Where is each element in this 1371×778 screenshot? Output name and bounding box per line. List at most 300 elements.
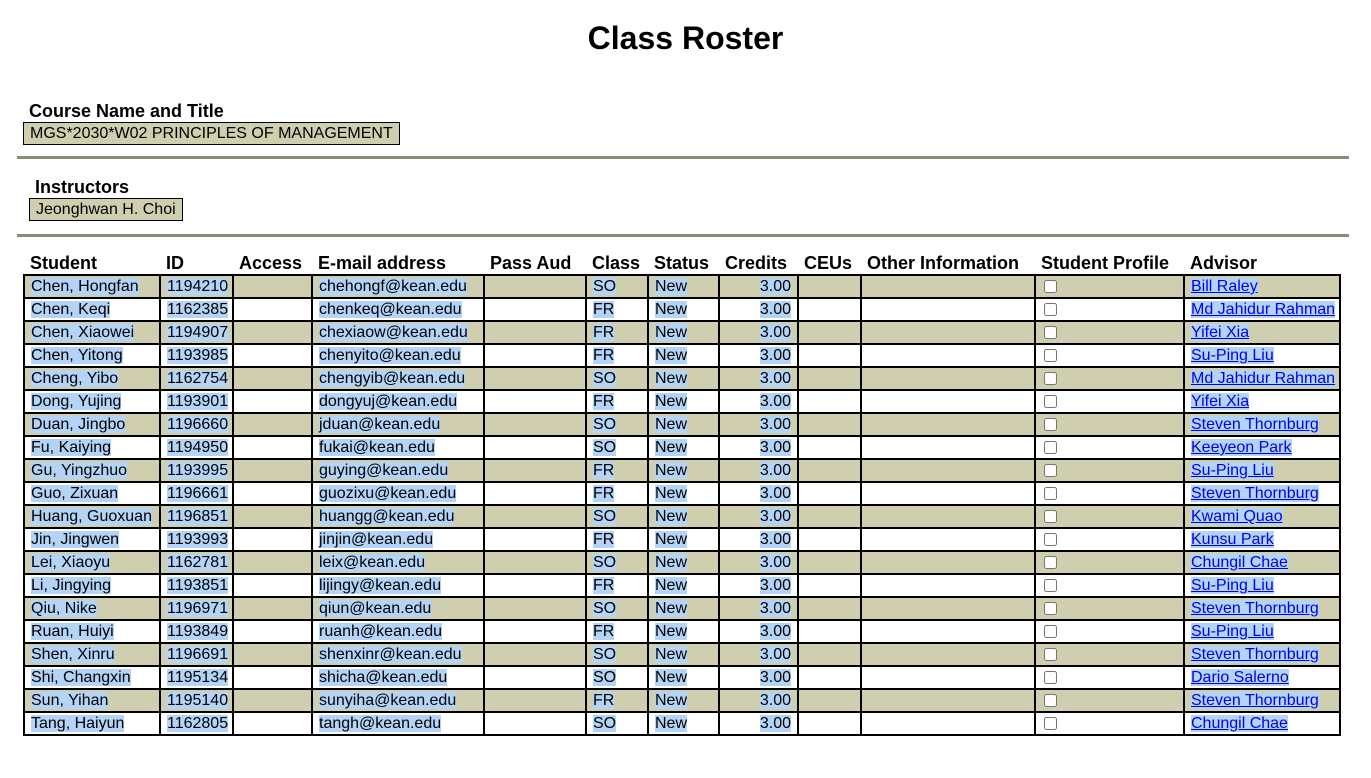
class-cell	[586, 666, 648, 689]
credits-cell-text: 3.00	[759, 301, 791, 318]
class-cell-text: SO	[593, 416, 617, 433]
student-name-cell-text: Shi, Changxin	[31, 669, 131, 686]
email-cell	[312, 666, 484, 689]
advisor-cell	[1184, 367, 1340, 390]
email-cell-text: huangg@kean.edu	[319, 508, 455, 525]
advisor-link[interactable]: Kwami Quao	[1191, 508, 1283, 525]
student-id-cell	[160, 574, 233, 597]
student-name-cell	[24, 528, 160, 551]
other-info-cell	[861, 551, 1035, 574]
email-cell-text: ruanh@kean.edu	[319, 623, 442, 640]
advisor-link[interactable]: Yifei Xia	[1191, 324, 1250, 341]
status-cell	[648, 482, 719, 505]
status-cell	[648, 689, 719, 712]
class-cell	[586, 528, 648, 551]
status-cell-text: New	[655, 485, 688, 502]
access-cell	[233, 390, 312, 413]
credits-cell-text: 3.00	[759, 324, 791, 341]
advisor-link[interactable]: Yifei Xia	[1191, 393, 1250, 410]
status-cell	[648, 344, 719, 367]
table-row	[24, 321, 1340, 344]
student-profile-checkbox[interactable]	[1044, 648, 1057, 661]
status-cell-text: New	[655, 462, 688, 479]
pass-aud-cell	[484, 436, 586, 459]
student-name-cell-text: Gu, Yingzhuo	[31, 462, 128, 479]
other-info-cell	[861, 643, 1035, 666]
student-name-cell-text: Sun, Yihan	[31, 692, 109, 709]
email-cell	[312, 344, 484, 367]
student-profile-cell	[1035, 528, 1184, 551]
student-name-cell	[24, 574, 160, 597]
student-id-cell	[160, 666, 233, 689]
class-cell	[586, 390, 648, 413]
pass-aud-cell	[484, 275, 586, 298]
credits-cell-text: 3.00	[759, 669, 791, 686]
status-cell	[648, 712, 719, 735]
access-cell	[233, 436, 312, 459]
advisor-cell	[1184, 344, 1340, 367]
advisor-link[interactable]: Su-Ping Liu	[1191, 462, 1274, 479]
student-profile-cell	[1035, 436, 1184, 459]
column-header: Student Profile	[1041, 253, 1170, 273]
table-row	[24, 367, 1340, 390]
email-cell-text: lijingy@kean.edu	[319, 577, 442, 594]
credits-cell	[719, 275, 798, 298]
section-divider	[17, 156, 1349, 159]
other-info-cell	[861, 321, 1035, 344]
access-cell	[233, 597, 312, 620]
access-cell	[233, 551, 312, 574]
student-profile-checkbox[interactable]	[1044, 280, 1057, 293]
student-profile-cell	[1035, 551, 1184, 574]
credits-cell-text: 3.00	[759, 485, 791, 502]
access-cell	[233, 620, 312, 643]
student-profile-checkbox[interactable]	[1044, 441, 1057, 454]
advisor-cell	[1184, 689, 1340, 712]
email-cell	[312, 298, 484, 321]
advisor-link[interactable]: Kunsu Park	[1191, 531, 1274, 548]
credits-cell	[719, 344, 798, 367]
advisor-cell	[1184, 712, 1340, 735]
student-name-cell	[24, 689, 160, 712]
ceus-cell	[798, 643, 861, 666]
ceus-cell	[798, 482, 861, 505]
pass-aud-cell	[484, 367, 586, 390]
email-cell	[312, 689, 484, 712]
student-profile-cell	[1035, 459, 1184, 482]
advisor-cell	[1184, 459, 1340, 482]
other-info-cell	[861, 574, 1035, 597]
student-id-cell-text: 1196661	[167, 485, 229, 502]
pass-aud-cell	[484, 321, 586, 344]
student-id-cell	[160, 459, 233, 482]
instructor-value: Jeonghwan H. Choi	[29, 198, 183, 221]
advisor-link[interactable]: Dario Salerno	[1191, 669, 1289, 686]
class-cell-text: FR	[593, 462, 615, 479]
student-id-cell-text: 1162781	[167, 554, 229, 571]
student-id-cell	[160, 436, 233, 459]
student-name-cell-text: Chen, Xiaowei	[31, 324, 135, 341]
other-info-cell	[861, 505, 1035, 528]
class-cell	[586, 413, 648, 436]
ceus-cell	[798, 459, 861, 482]
pass-aud-cell	[484, 413, 586, 436]
other-info-cell	[861, 666, 1035, 689]
class-cell	[586, 689, 648, 712]
student-name-cell	[24, 597, 160, 620]
advisor-link[interactable]: Steven Thornburg	[1191, 646, 1319, 663]
status-cell-text: New	[655, 301, 688, 318]
email-cell	[312, 436, 484, 459]
credits-cell	[719, 390, 798, 413]
ceus-cell	[798, 505, 861, 528]
student-name-cell-text: Duan, Jingbo	[31, 416, 126, 433]
advisor-cell	[1184, 574, 1340, 597]
column-header: Class	[592, 253, 641, 273]
student-id-cell	[160, 597, 233, 620]
student-profile-cell	[1035, 574, 1184, 597]
student-profile-checkbox[interactable]	[1044, 349, 1057, 362]
access-cell	[233, 459, 312, 482]
advisor-cell	[1184, 620, 1340, 643]
table-row	[24, 666, 1340, 689]
student-name-cell-text: Guo, Zixuan	[31, 485, 119, 502]
student-id-cell	[160, 413, 233, 436]
student-profile-checkbox[interactable]	[1044, 372, 1057, 385]
other-info-cell	[861, 390, 1035, 413]
table-row	[24, 390, 1340, 413]
status-cell-text: New	[655, 439, 688, 456]
email-cell	[312, 367, 484, 390]
status-cell-text: New	[655, 623, 688, 640]
credits-cell	[719, 528, 798, 551]
class-cell-text: FR	[593, 485, 615, 502]
advisor-link[interactable]: Steven Thornburg	[1191, 600, 1319, 617]
access-cell	[233, 712, 312, 735]
student-id-cell-text: 1194950	[167, 439, 229, 456]
email-cell-text: guying@kean.edu	[319, 462, 449, 479]
student-id-cell	[160, 712, 233, 735]
status-cell-text: New	[655, 554, 688, 571]
status-cell	[648, 298, 719, 321]
student-name-cell-text: Cheng, Yibo	[31, 370, 119, 387]
email-cell	[312, 505, 484, 528]
column-header: Other Information	[867, 253, 1019, 273]
class-cell-text: SO	[593, 554, 617, 571]
email-cell-text: qiun@kean.edu	[319, 600, 432, 617]
email-cell-text: dongyuj@kean.edu	[319, 393, 458, 410]
student-id-cell	[160, 298, 233, 321]
credits-cell-text: 3.00	[759, 393, 791, 410]
status-cell-text: New	[655, 715, 688, 732]
access-cell	[233, 574, 312, 597]
column-header: Pass Aud	[490, 253, 572, 273]
access-cell	[233, 413, 312, 436]
class-cell-text: SO	[593, 439, 617, 456]
email-cell	[312, 321, 484, 344]
pass-aud-cell	[484, 390, 586, 413]
student-id-cell-text: 1193993	[167, 531, 229, 548]
table-row	[24, 551, 1340, 574]
student-id-cell-text: 1196971	[167, 600, 229, 617]
student-id-cell-text: 1196660	[167, 416, 229, 433]
status-cell	[648, 321, 719, 344]
email-cell	[312, 528, 484, 551]
class-cell-text: SO	[593, 715, 617, 732]
other-info-cell	[861, 275, 1035, 298]
credits-cell-text: 3.00	[759, 715, 791, 732]
student-profile-checkbox[interactable]	[1044, 510, 1057, 523]
student-profile-cell	[1035, 597, 1184, 620]
advisor-cell	[1184, 551, 1340, 574]
advisor-cell	[1184, 436, 1340, 459]
student-profile-checkbox[interactable]	[1044, 395, 1057, 408]
other-info-cell	[861, 712, 1035, 735]
table-row	[24, 597, 1340, 620]
student-id-cell-text: 1193849	[167, 623, 229, 640]
email-cell-text: chengyib@kean.edu	[319, 370, 466, 387]
advisor-cell	[1184, 505, 1340, 528]
class-cell-text: SO	[593, 669, 617, 686]
email-cell	[312, 574, 484, 597]
class-cell	[586, 298, 648, 321]
credits-cell	[719, 597, 798, 620]
other-info-cell	[861, 459, 1035, 482]
advisor-link[interactable]: Md Jahidur Rahman	[1191, 301, 1336, 318]
student-id-cell	[160, 643, 233, 666]
student-profile-checkbox[interactable]	[1044, 533, 1057, 546]
ceus-cell	[798, 712, 861, 735]
student-name-cell	[24, 436, 160, 459]
status-cell-text: New	[655, 370, 688, 387]
student-name-cell-text: Huang, Guoxuan	[31, 508, 152, 525]
student-id-cell-text: 1162754	[167, 370, 229, 387]
access-cell	[233, 367, 312, 390]
student-profile-checkbox[interactable]	[1044, 694, 1057, 707]
pass-aud-cell	[484, 597, 586, 620]
column-header: Credits	[725, 253, 788, 273]
table-row	[24, 413, 1340, 436]
email-cell-text: leix@kean.edu	[319, 554, 426, 571]
status-cell	[648, 597, 719, 620]
student-profile-checkbox[interactable]	[1044, 418, 1057, 431]
course-name-label: Course Name and Title	[29, 101, 224, 121]
other-info-cell	[861, 597, 1035, 620]
student-profile-checkbox[interactable]	[1044, 625, 1057, 638]
class-cell-text: FR	[593, 301, 615, 318]
advisor-link[interactable]: Keeyeon Park	[1191, 439, 1292, 456]
student-name-cell-text: Qiu, Nike	[31, 600, 97, 617]
column-header: Access	[239, 253, 303, 273]
student-profile-cell	[1035, 505, 1184, 528]
advisor-link[interactable]: Su-Ping Liu	[1191, 347, 1274, 364]
student-profile-checkbox[interactable]	[1044, 556, 1057, 569]
email-cell-text: shenxinr@kean.edu	[319, 646, 462, 663]
status-cell	[648, 620, 719, 643]
credits-cell	[719, 505, 798, 528]
credits-cell-text: 3.00	[759, 623, 791, 640]
student-name-cell-text: Chen, Keqi	[31, 301, 111, 318]
class-cell-text: FR	[593, 577, 615, 594]
credits-cell-text: 3.00	[759, 554, 791, 571]
other-info-cell	[861, 620, 1035, 643]
access-cell	[233, 275, 312, 298]
other-info-cell	[861, 528, 1035, 551]
class-cell	[586, 482, 648, 505]
student-id-cell-text: 1193851	[167, 577, 229, 594]
ceus-cell	[798, 436, 861, 459]
student-profile-cell	[1035, 298, 1184, 321]
student-name-cell-text: Chen, Hongfan	[31, 278, 139, 295]
student-profile-checkbox[interactable]	[1044, 602, 1057, 615]
student-profile-cell	[1035, 689, 1184, 712]
status-cell	[648, 666, 719, 689]
credits-cell-text: 3.00	[759, 577, 791, 594]
pass-aud-cell	[484, 505, 586, 528]
advisor-cell	[1184, 390, 1340, 413]
credits-cell-text: 3.00	[759, 370, 791, 387]
ceus-cell	[798, 367, 861, 390]
advisor-link[interactable]: Chungil Chae	[1191, 715, 1288, 732]
table-header-row	[24, 249, 1340, 275]
status-cell	[648, 551, 719, 574]
credits-cell	[719, 436, 798, 459]
status-cell-text: New	[655, 324, 688, 341]
student-profile-cell	[1035, 390, 1184, 413]
email-cell-text: jduan@kean.edu	[319, 416, 441, 433]
student-id-cell	[160, 505, 233, 528]
student-profile-cell	[1035, 367, 1184, 390]
table-row	[24, 344, 1340, 367]
advisor-cell	[1184, 528, 1340, 551]
table-row	[24, 505, 1340, 528]
class-cell	[586, 643, 648, 666]
credits-cell	[719, 712, 798, 735]
pass-aud-cell	[484, 689, 586, 712]
credits-cell	[719, 298, 798, 321]
status-cell-text: New	[655, 669, 688, 686]
student-name-cell	[24, 643, 160, 666]
student-profile-checkbox[interactable]	[1044, 717, 1057, 730]
student-profile-checkbox[interactable]	[1044, 303, 1057, 316]
advisor-link[interactable]: Chungil Chae	[1191, 554, 1288, 571]
email-cell-text: sunyiha@kean.edu	[319, 692, 457, 709]
advisor-link[interactable]: Steven Thornburg	[1191, 485, 1319, 502]
student-id-cell	[160, 551, 233, 574]
access-cell	[233, 643, 312, 666]
advisor-link[interactable]: Steven Thornburg	[1191, 692, 1319, 709]
class-cell-text: FR	[593, 623, 615, 640]
instructors-label: Instructors	[35, 177, 130, 197]
class-cell	[586, 505, 648, 528]
student-id-cell	[160, 321, 233, 344]
student-profile-checkbox[interactable]	[1044, 671, 1057, 684]
credits-cell	[719, 666, 798, 689]
email-cell	[312, 390, 484, 413]
status-cell-text: New	[655, 347, 688, 364]
advisor-cell	[1184, 298, 1340, 321]
student-id-cell-text: 1193901	[167, 393, 229, 410]
email-cell	[312, 413, 484, 436]
class-cell-text: SO	[593, 278, 617, 295]
student-name-cell-text: Dong, Yujing	[31, 393, 122, 410]
pass-aud-cell	[484, 643, 586, 666]
class-cell-text: FR	[593, 324, 615, 341]
email-cell	[312, 597, 484, 620]
advisor-link[interactable]: Steven Thornburg	[1191, 416, 1319, 433]
access-cell	[233, 505, 312, 528]
access-cell	[233, 321, 312, 344]
student-profile-cell	[1035, 344, 1184, 367]
other-info-cell	[861, 344, 1035, 367]
status-cell	[648, 459, 719, 482]
student-name-cell	[24, 367, 160, 390]
student-profile-checkbox[interactable]	[1044, 487, 1057, 500]
pass-aud-cell	[484, 528, 586, 551]
email-cell	[312, 712, 484, 735]
student-name-cell-text: Chen, Yitong	[31, 347, 123, 364]
column-header: Student	[30, 253, 97, 273]
email-cell	[312, 459, 484, 482]
status-cell-text: New	[655, 531, 688, 548]
table-row	[24, 620, 1340, 643]
status-cell-text: New	[655, 278, 688, 295]
ceus-cell	[798, 574, 861, 597]
access-cell	[233, 298, 312, 321]
student-id-cell	[160, 390, 233, 413]
advisor-link[interactable]: Bill Raley	[1191, 278, 1258, 295]
student-name-cell	[24, 298, 160, 321]
table-row	[24, 275, 1340, 298]
advisor-cell	[1184, 597, 1340, 620]
class-cell-text: SO	[593, 370, 617, 387]
column-header: Advisor	[1190, 253, 1258, 273]
student-id-cell-text: 1196851	[167, 508, 229, 525]
credits-cell-text: 3.00	[759, 439, 791, 456]
column-header: E-mail address	[318, 253, 447, 273]
ceus-cell	[798, 551, 861, 574]
advisor-cell	[1184, 275, 1340, 298]
student-name-cell-text: Tang, Haiyun	[31, 715, 125, 732]
student-profile-cell	[1035, 275, 1184, 298]
credits-cell-text: 3.00	[759, 278, 791, 295]
access-cell	[233, 344, 312, 367]
status-cell	[648, 643, 719, 666]
email-cell	[312, 275, 484, 298]
pass-aud-cell	[484, 574, 586, 597]
class-cell	[586, 459, 648, 482]
advisor-cell	[1184, 482, 1340, 505]
student-id-cell	[160, 482, 233, 505]
class-cell	[586, 712, 648, 735]
student-name-cell-text: Jin, Jingwen	[31, 531, 120, 548]
advisor-link[interactable]: Su-Ping Liu	[1191, 623, 1274, 640]
table-row	[24, 482, 1340, 505]
student-profile-checkbox[interactable]	[1044, 579, 1057, 592]
advisor-link[interactable]: Su-Ping Liu	[1191, 577, 1274, 594]
email-cell-text: shicha@kean.edu	[319, 669, 448, 686]
other-info-cell	[861, 436, 1035, 459]
student-profile-cell	[1035, 482, 1184, 505]
student-id-cell	[160, 620, 233, 643]
student-profile-checkbox[interactable]	[1044, 464, 1057, 477]
email-cell-text: chenkeq@kean.edu	[319, 301, 462, 318]
other-info-cell	[861, 298, 1035, 321]
class-cell	[586, 367, 648, 390]
credits-cell	[719, 413, 798, 436]
advisor-link[interactable]: Md Jahidur Rahman	[1191, 370, 1336, 387]
student-profile-checkbox[interactable]	[1044, 326, 1057, 339]
